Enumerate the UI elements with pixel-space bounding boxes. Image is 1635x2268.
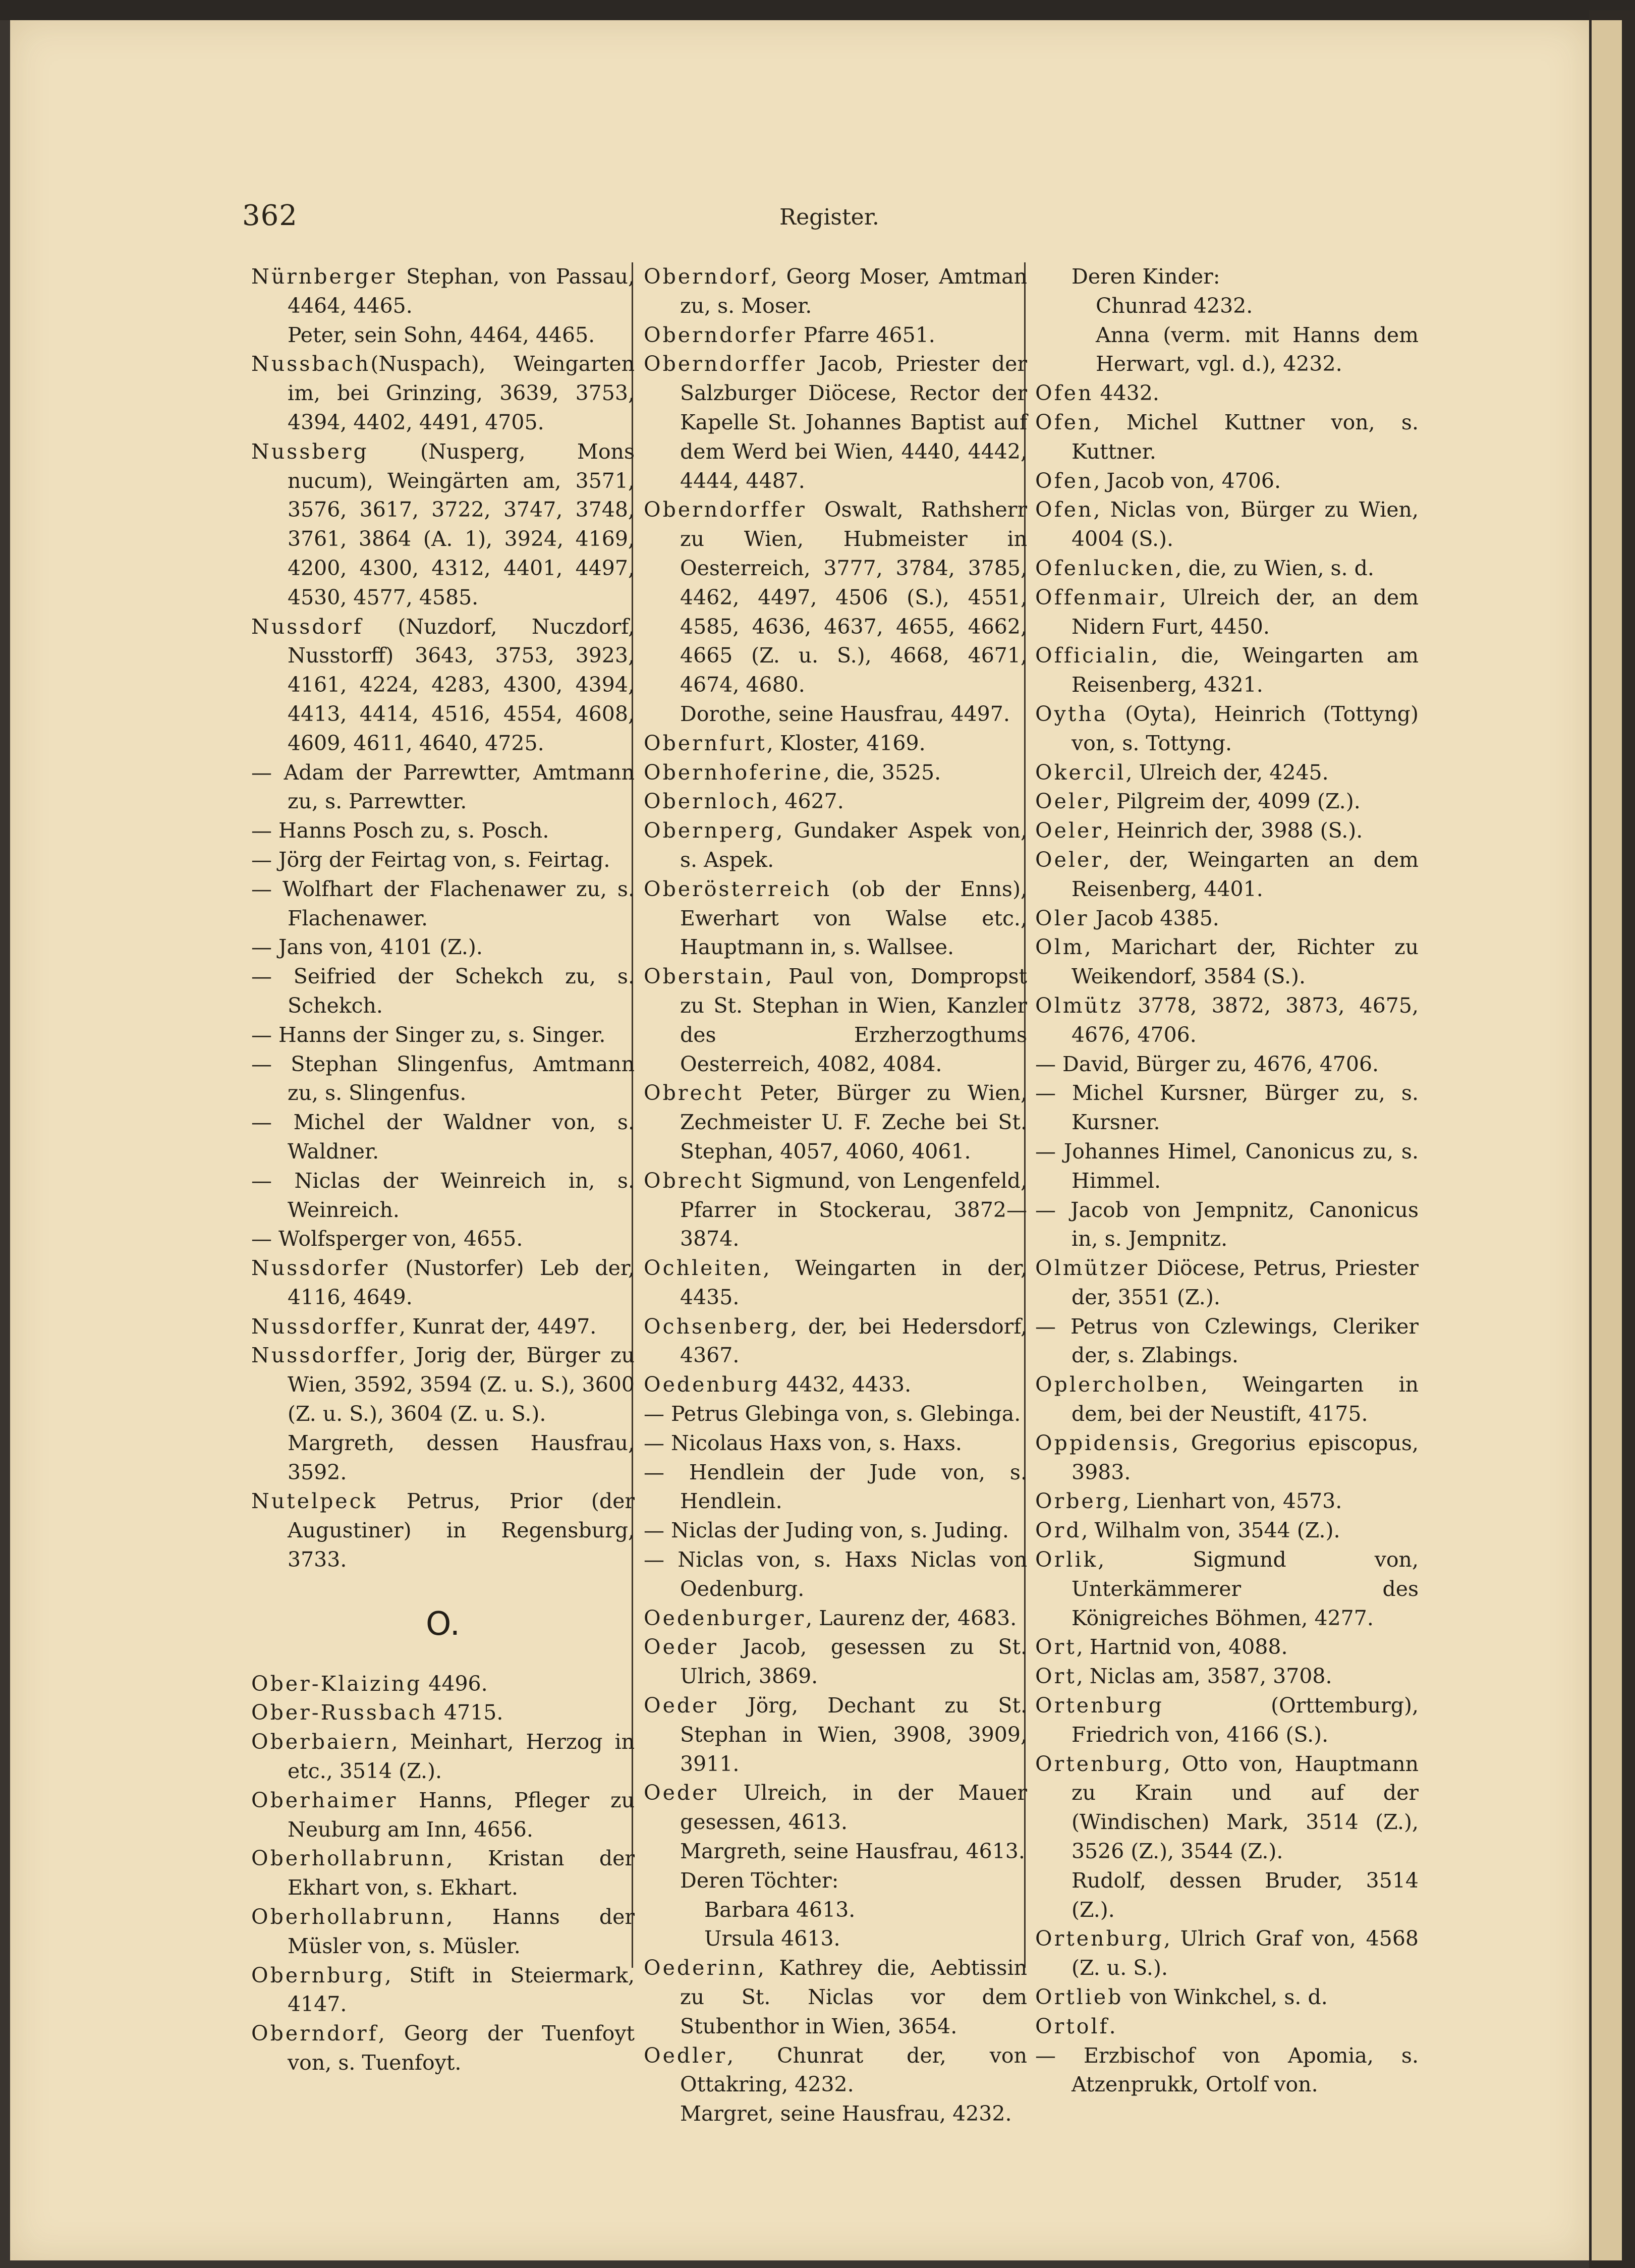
index-entry: Oberndorf, Georg der Tuenfoyt von, s. Tuenfoyt. (251, 2021, 635, 2075)
index-dash-entry: — Johannes Himel, Canonicus zu, s. Himmel. (1035, 1139, 1419, 1193)
index-dash-entry: — Jans von, 4101 (Z.). (251, 935, 483, 960)
entry-head: Oedenburger (644, 1606, 806, 1630)
entry-head: Offenmair (1035, 585, 1160, 610)
entry-head: Nutelpeck (251, 1489, 378, 1514)
index-entry: Obernburg, Stift in Steiermark, 4147. (251, 1963, 635, 2017)
index-entry: Okercil, Ulreich der, 4245. (1035, 760, 1329, 785)
adjacent-page-edge (1592, 20, 1622, 2260)
entry-head: Obernperg (644, 818, 776, 843)
entry-head: Obernfurt (644, 731, 767, 755)
index-entry: Oplercholben, Weingarten in dem, bei der Neustift, 4175. (1035, 1372, 1419, 1426)
index-entry: Oberndorf, Georg Moser, Amtman zu, s. Moser. (644, 264, 1027, 318)
index-dash-entry: — Wolfsperger von, 4655. (251, 1227, 523, 1251)
index-entry: Oeder Jacob, gesessen zu St. Ulrich, 3869. (644, 1635, 1027, 1689)
index-dash-entry: — Niclas der Weinreich in, s. Weinreich. (251, 1168, 635, 1222)
index-entry: Ortenburg, Otto von, Hauptmann zu Krain und auf der (Windischen) Mark, 3514 (Z.), 3526 (Z.), 3544 (Z.). (1035, 1751, 1419, 1864)
entry-head: Oeler (1035, 789, 1103, 814)
entry-head: Obernhoferine (644, 760, 824, 785)
index-subentry: Ursula 4613. (704, 1926, 840, 1951)
entry-head: Obernburg (251, 1963, 385, 1987)
index-entry: Olmützer Diöcese, Petrus, Priester der, 3551 (Z.). (1035, 1256, 1419, 1309)
index-entry: Oberstain, Paul von, Dompropst zu St. Stephan in Wien, Kanzler des Erzherzogthums Oesterreich, 4082, 4084. (644, 964, 1027, 1076)
page-number: 362 (242, 199, 298, 232)
entry-head: Oeder (644, 1635, 718, 1659)
entry-head: Oeler (1035, 818, 1103, 843)
entry-head: Ortenburg (1035, 1693, 1164, 1718)
entry-head: Ochleiten (644, 1256, 763, 1281)
entry-head: Ofen (1035, 410, 1094, 434)
index-entry: Ofen, Jacob von, 4706. (1035, 468, 1281, 493)
entry-head: Ober-Klaizing (251, 1671, 422, 1696)
entry-head: Ort (1035, 1664, 1077, 1689)
entry-head: Oberndorffer (644, 352, 807, 376)
entry-head: Ord (1035, 1518, 1082, 1543)
entry-head: Oeder (644, 1693, 718, 1718)
index-entry: Nussdorf (Nuzdorf, Nuczdorf, Nusstorff) 3643, 3753, 3923, 4161, 4224, 4283, 4300, 4394, 4413, 4414, 4516, 4554, 4608, 4609, 4611, 4640, 4725. (251, 614, 635, 755)
index-entry: Oedenburger, Laurenz der, 4683. (644, 1606, 1017, 1630)
entry-head: Olmützer (1035, 1256, 1149, 1281)
index-entry: Obernloch, 4627. (644, 789, 844, 814)
index-dash-entry: — Jörg der Feirtag von, s. Feirtag. (251, 847, 610, 872)
entry-head: Oeler (1035, 847, 1103, 872)
index-entry: Obernperg, Gundaker Aspek von, s. Aspek. (644, 818, 1027, 872)
index-entry: Oedler, Chunrat der, von Ottakring, 4232. (644, 2043, 1027, 2097)
index-entry: Oeler, Heinrich der, 3988 (S.). (1035, 818, 1363, 843)
index-entry: Ober-Russbach 4715. (251, 1700, 503, 1725)
entry-head: Orberg (1035, 1489, 1123, 1514)
index-entry: Ochsenberg, der, bei Hedersdorf, 4367. (644, 1314, 1027, 1368)
entry-head: Oberstain (644, 964, 766, 989)
index-column-3 (1035, 262, 1419, 2099)
index-dash-entry: — Michel Kursner, Bürger zu, s. Kursner. (1035, 1081, 1419, 1135)
entry-head: Ochsenberg (644, 1314, 791, 1339)
entry-head: Olmütz (1035, 993, 1123, 1018)
index-entry: Ofenlucken, die, zu Wien, s. d. (1035, 556, 1374, 580)
entry-head: Oeder (644, 1781, 718, 1805)
index-entry: Oberndorffer Oswalt, Rathsherr zu Wien, Hubmeister in Oesterreich, 3777, 3784, 3785, 4462, 4497, 4506 (S.), 4551, 4585, 4636, 4637, 4655, 4662, 4665 (Z. u. S.), 4668, 4671, 4674, 4680. (644, 497, 1027, 697)
index-dash-entry: — Petrus Glebinga von, s. Glebinga. (644, 1402, 1021, 1426)
entry-head: Officialin (1035, 643, 1152, 668)
entry-head: Ort (1035, 1635, 1077, 1659)
index-subentry: Rudolf, dessen Bruder, 3514 (Z.). (1072, 1868, 1419, 1922)
index-entry: Oeder Ulreich, in der Mauer gesessen, 4613. (644, 1781, 1027, 1835)
index-entry: Ortolf. (1035, 2014, 1116, 2038)
index-dash-entry: — Erzbischof von Apomia, s. Atzenprukk, Ortolf von. (1035, 2043, 1419, 2097)
entry-head: Oberhollabrunn (251, 1905, 446, 1929)
entry-head: Oberndorf (644, 264, 771, 289)
index-entry: Nussbach(Nuspach), Weingarten im, bei Grinzing, 3639, 3753, 4394, 4402, 4491, 4705. (251, 352, 635, 434)
index-entry: Olm, Marichart der, Richter zu Weikendorf, 3584 (S.). (1035, 935, 1419, 989)
index-entry: Oeler, Pilgreim der, 4099 (Z.). (1035, 789, 1361, 814)
index-dash-entry: — Stephan Slingenfus, Amtmann zu, s. Slingenfus. (251, 1052, 635, 1105)
entry-head: Oberhaimer (251, 1788, 398, 1812)
entry-head: Ortolf (1035, 2014, 1109, 2038)
index-entry: Orberg, Lienhart von, 4573. (1035, 1489, 1342, 1514)
running-head: Register. (779, 204, 879, 230)
entry-head: Oppidensis (1035, 1430, 1172, 1455)
index-dash-entry: — Hanns Posch zu, s. Posch. (251, 818, 549, 843)
index-dash-entry: — Hanns der Singer zu, s. Singer. (251, 1022, 606, 1047)
entry-head: Oederinn (644, 1956, 758, 1980)
index-entry: Ortenburg (Orttemburg), Friedrich von, 4166 (S.). (1035, 1693, 1419, 1747)
entry-head: Oberbaiern (251, 1730, 391, 1754)
entry-head: Oedler (644, 2043, 727, 2068)
entry-head: Orlik (1035, 1547, 1098, 1572)
entry-head: Ofen (1035, 381, 1094, 406)
index-dash-entry: — Wolfhart der Flachenawer zu, s. Flachenawer. (251, 876, 635, 930)
index-entry: Oler Jacob 4385. (1035, 906, 1219, 930)
index-column-1 (251, 262, 635, 2078)
index-subentry: Margret, seine Hausfrau, 4232. (680, 2101, 1012, 2126)
entry-head: Oberhollabrunn (251, 1846, 446, 1871)
index-entry: Ortlieb von Winkchel, s. d. (1035, 1985, 1328, 2010)
index-entry: Oberbaiern, Meinhart, Herzog in etc., 3514 (Z.). (251, 1730, 635, 1784)
entry-head: Ofen (1035, 468, 1094, 493)
index-subentry: Anna (verm. mit Hanns dem Herwart, vgl. d.), 4232. (1096, 322, 1419, 376)
index-dash-entry: — Niclas der Juding von, s. Juding. (644, 1518, 1009, 1543)
index-entry: Oberhaimer Hanns, Pfleger zu Neuburg am Inn, 4656. (251, 1788, 635, 1842)
entry-head: Ortlieb (1035, 1985, 1123, 2010)
index-entry: Ober-Klaizing 4496. (251, 1671, 488, 1696)
entry-head: Oedenburg (644, 1372, 780, 1397)
index-subentry: Peter, sein Sohn, 4464, 4465. (288, 322, 595, 347)
index-entry: Oedenburg 4432, 4433. (644, 1372, 912, 1397)
index-entry: Oeder Jörg, Dechant zu St. Stephan in Wien, 3908, 3909, 3911. (644, 1693, 1027, 1776)
entry-head: Nussbach (251, 352, 371, 376)
entry-head: Oplercholben (1035, 1372, 1201, 1397)
entry-head: Obrecht (644, 1081, 744, 1105)
index-dash-entry: — Petrus von Czlewings, Cleriker der, s. Zlabings. (1035, 1314, 1419, 1368)
entry-head: Nussdorffer (251, 1343, 400, 1368)
index-entry: Oederinn, Kathrey die, Aebtissin zu St. Niclas vor dem Stubenthor in Wien, 3654. (644, 1956, 1027, 2038)
index-entry: Obernfurt, Kloster, 4169. (644, 731, 926, 755)
entry-head: Okercil (1035, 760, 1126, 785)
entry-head: Oberndorfer (644, 322, 797, 347)
index-dash-entry: — David, Bürger zu, 4676, 4706. (1035, 1052, 1379, 1076)
index-entry: Obernhoferine, die, 3525. (644, 760, 941, 785)
index-dash-entry: — Nicolaus Haxs von, s. Haxs. (644, 1430, 962, 1455)
entry-head: Obrecht (644, 1168, 744, 1193)
index-entry: Officialin, die, Weingarten am Reisenberg, 4321. (1035, 643, 1419, 697)
index-entry: Oberndorfer Pfarre 4651. (644, 322, 935, 347)
index-entry: Oberhollabrunn, Kristan der Ekhart von, s. Ekhart. (251, 1846, 635, 1900)
index-entry: Ofen, Michel Kuttner von, s. Kuttner. (1035, 410, 1419, 464)
index-entry: Ofen, Niclas von, Bürger zu Wien, 4004 (S.). (1035, 497, 1419, 551)
entry-head: Oberndorffer (644, 497, 807, 522)
index-subentry: Chunrad 4232. (1096, 293, 1253, 318)
index-entry: Ort, Hartnid von, 4088. (1035, 1635, 1288, 1659)
section-heading: O. (425, 1605, 461, 1643)
entry-head: Obernloch (644, 789, 772, 814)
index-dash-entry: — Adam der Parrewtter, Amtmann zu, s. Parrewtter. (251, 760, 635, 814)
index-entry: Oytha (Oyta), Heinrich (Tottyng) von, s. Tottyng. (1035, 701, 1419, 755)
entry-head: Oberösterreich (644, 876, 832, 901)
index-dash-entry: — Seifried der Schekch zu, s. Schekch. (251, 964, 635, 1018)
index-entry: Nussdorffer, Kunrat der, 4497. (251, 1314, 597, 1339)
entry-head: Nussberg (251, 439, 369, 464)
index-entry: Oberösterreich (ob der Enns), Ewerhart von Walse etc., Hauptmann in, s. Wallsee. (644, 876, 1027, 960)
entry-head: Ofenlucken (1035, 556, 1175, 580)
index-entry: Ort, Niclas am, 3587, 3708. (1035, 1664, 1332, 1689)
index-entry: Nussberg (Nusperg, Mons nucum), Weingärten am, 3571, 3576, 3617, 3722, 3747, 3748, 3761, 3864 (A. 1), 3924, 4169, 4200, 4300, 4312, 4401, 4497, 4530, 4577, 4585. (251, 439, 635, 610)
index-subentry: Margreth, dessen Hausfrau, 3592. (288, 1430, 635, 1484)
entry-head: Oberndorf (251, 2021, 378, 2046)
index-entry: Obrecht Peter, Bürger zu Wien, Zechmeister U. F. Zeche bei St. Stephan, 4057, 4060, 4061. (644, 1081, 1027, 1164)
index-entry: Nussdorffer, Jorig der, Bürger zu Wien, 3592, 3594 (Z. u. S.), 3600 (Z. u. S.), 3604 (Z. u. S.). (251, 1343, 635, 1426)
entry-head: Ober-Russbach (251, 1700, 437, 1725)
scan-border-top (0, 0, 1635, 20)
entry-head: Oytha (1035, 701, 1108, 726)
entry-head: Oler (1035, 906, 1089, 930)
entry-head: Nussdorffer (251, 1314, 400, 1339)
index-entry: Nussdorfer (Nustorfer) Leb der, 4116, 4649. (251, 1256, 635, 1309)
index-subentry: Deren Töchter: (680, 1868, 839, 1893)
index-entry: Nürnberger Stephan, von Passau, 4464, 4465. (251, 264, 635, 318)
index-subentry: Deren Kinder: (1072, 264, 1220, 289)
entry-head: Nussdorfer (251, 1256, 389, 1281)
index-entry: Ochleiten, Weingarten in der, 4435. (644, 1256, 1027, 1309)
entry-head: Ortenburg (1035, 1751, 1164, 1776)
index-entry: Ortenburg, Ulrich Graf von, 4568 (Z. u. S.). (1035, 1926, 1419, 1980)
index-column-2 (644, 262, 1027, 2129)
index-subentry: Barbara 4613. (704, 1897, 856, 1922)
index-entry: Oberhollabrunn, Hanns der Müsler von, s. Müsler. (251, 1905, 635, 1958)
index-dash-entry: — Michel der Waldner von, s. Waldner. (251, 1110, 635, 1164)
index-entry: Ofen 4432. (1035, 381, 1159, 406)
index-dash-entry: — Hendlein der Jude von, s. Hendlein. (644, 1460, 1027, 1514)
index-entry: Nutelpeck Petrus, Prior (der Augustiner) in Regensburg, 3733. (251, 1489, 635, 1572)
index-entry: Oeler, der, Weingarten an dem Reisenberg, 4401. (1035, 847, 1419, 901)
entry-head: Nürnberger (251, 264, 397, 289)
entry-head: Ofen (1035, 497, 1094, 522)
index-entry: Olmütz 3778, 3872, 3873, 4675, 4676, 4706. (1035, 993, 1419, 1047)
index-subentry: Margreth, seine Hausfrau, 4613. (680, 1839, 1025, 1864)
index-entry: Offenmair, Ulreich der, an dem Nidern Furt, 4450. (1035, 585, 1419, 639)
entry-head: Nussdorf (251, 614, 364, 639)
index-subentry: Dorothe, seine Hausfrau, 4497. (680, 701, 1010, 726)
index-entry: Orlik, Sigmund von, Unterkämmerer des Königreiches Böhmen, 4277. (1035, 1547, 1419, 1630)
index-dash-entry: — Jacob von Jempnitz, Canonicus in, s. Jempnitz. (1035, 1197, 1419, 1251)
index-entry: Oberndorffer Jacob, Priester der Salzburger Diöcese, Rector der Kapelle St. Johannes Baptist auf dem Werd bei Wien, 4440, 4442, 4444, 4487. (644, 352, 1027, 493)
index-entry: Ord, Wilhalm von, 3544 (Z.). (1035, 1518, 1340, 1543)
index-dash-entry: — Niclas von, s. Haxs Niclas von Oedenburg. (644, 1547, 1027, 1601)
entry-head: Ortenburg (1035, 1926, 1164, 1951)
index-entry: Obrecht Sigmund, von Lengenfeld, Pfarrer in Stockerau, 3872—3874. (644, 1168, 1027, 1251)
entry-head: Olm (1035, 935, 1085, 960)
index-entry: Oppidensis, Gregorius episcopus, 3983. (1035, 1430, 1419, 1484)
